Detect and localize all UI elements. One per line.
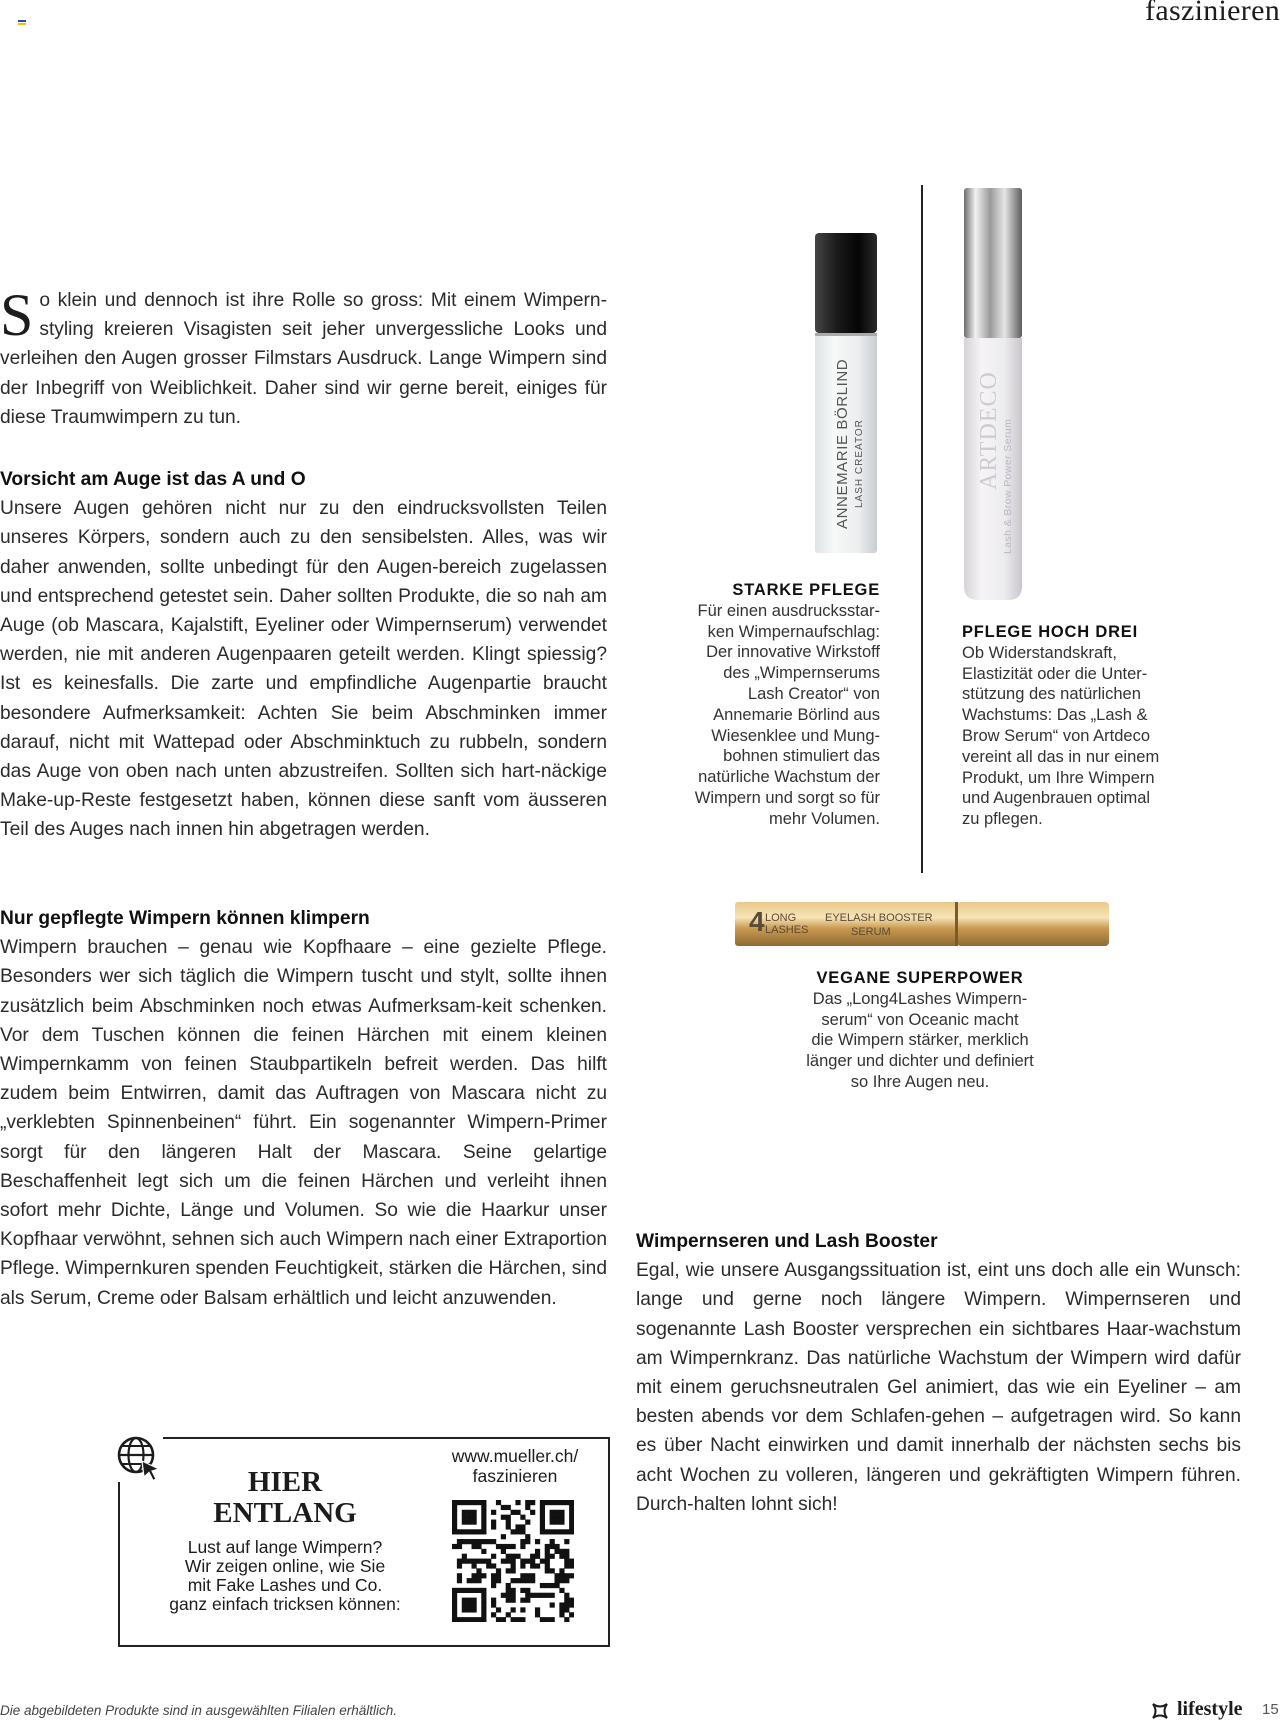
lash-creator-label-brand: ANNEMARIE BÖRLIND	[834, 358, 851, 529]
caption-title-long4lashes: VEGANE SUPERPOWER	[816, 969, 1024, 987]
tip-text-line: Lust auf lange Wimpern?	[187, 1537, 383, 1557]
section-lash-serums	[636, 1227, 1241, 1519]
caption-line: natürliche Wachstum der	[698, 768, 880, 787]
caption-line: serum“ von Oceanic macht	[821, 1010, 1019, 1029]
artdeco-label-name: Lash & Brow Power Serum	[1002, 418, 1014, 554]
caption-line: die Wimpern stärker, merklich	[811, 1031, 1029, 1050]
caption-line: Elastizität oder die Unter-	[962, 664, 1148, 683]
long4lashes-label-long: LONG	[765, 912, 797, 924]
globe-cursor-icon	[115, 1434, 163, 1482]
tip-text-line: ganz einfach tricksen können:	[169, 1594, 401, 1614]
caption-line: länger und dichter und definiert	[806, 1052, 1034, 1071]
caption-line: Annemarie Börlind aus	[713, 705, 880, 724]
section-text-lash-serums: Egal, wie unsere Ausgangssituation ist, eint uns doch alle ein Wunsch: lange und gerne noch längere Wimpern. Wimpernseren und sogenannte Lash Booster versprechen ein sichtbares Haar-wachstum am Wimpernkranz. Das natürliche Wachstum der Wimpern wird dafür mit einem geruchsneutralen Gel animiert, das wie ein Eyeliner – am besten abends vor dem Schlafen-gehen – aufgetragen wird. So kann es über Nacht einwirken und damit innerhalb der nächsten sechs bis acht Wochen zu volleren, längeren und gekräftigten Wimpern führen. Durch-halten lohnt sich!	[636, 1260, 1241, 1515]
page-title: faszinieren	[1145, 0, 1280, 27]
tip-heading-line2: ENTLANG	[213, 1497, 357, 1529]
intro-paragraph	[0, 282, 607, 432]
long4lashes-label-num: 4	[749, 906, 765, 937]
caption-line: vereint all das in nur einem	[962, 747, 1160, 766]
caption-line: Ob Widerstandskraft,	[962, 643, 1117, 662]
section-text-eye-care: Unsere Augen gehören nicht nur zu den eindrucksvollsten Teilen unseres Körpers, sondern auch zu den sensibelsten. Alles, was wir daher anwenden, sollte unbedingt für den Augen-bereich zugelassen und entsprechend getestet sein. Daher sollten Produkte, die so nah am Auge (ob Mascara, Kajalstift, Eyeliner oder Wimpernserum) verwendet werden, nie mit anderen Augenpaaren geteilt werden. Klingt spiessig? Ist es keinesfalls. Die zarte und empfindliche Augenpartie braucht besondere Aufmerksamkeit: Achten Sie beim Abschminken immer darauf, nicht mit Wattepad oder Abschminktuch zu rubbeln, sondern das Auge von oben nach unten abzustreifen. Sollten sich hart-näckige Make-up-Reste festgesetzt haben, können diese sanft vom äusseren Teil des Auges nach innen hin abgetragen werden.	[0, 498, 607, 841]
section-eye-care	[0, 465, 607, 845]
logo-bar-bottom	[18, 23, 26, 25]
lifestyle-icon	[1150, 1701, 1170, 1721]
caption-line: stützung des natürlichen	[962, 685, 1141, 704]
section-heading-lash-serums: Wimpernseren und Lash Booster	[636, 1231, 938, 1252]
lash-creator-label-name: LASH CREATOR	[854, 419, 865, 508]
caption-line: bohnen stimuliert das	[723, 747, 880, 766]
caption-line: Produkt, um Ihre Wimpern	[962, 768, 1155, 787]
qr-code[interactable]	[452, 1500, 574, 1622]
artdeco-label-brand: ARTDECO	[976, 371, 1002, 490]
caption-line: Wiesenklee und Mung-	[711, 726, 880, 745]
tip-url-line2[interactable]: faszinieren	[472, 1466, 558, 1486]
caption-line: Lash Creator“ von	[747, 684, 880, 703]
caption-title-lash-creator: STARKE PFLEGE	[732, 581, 880, 599]
caption-line: so Ihre Augen neu.	[850, 1072, 990, 1091]
caption-title-artdeco: PFLEGE HOCH DREI	[962, 623, 1138, 641]
section-lash-care	[0, 904, 607, 1313]
caption-line: Für einen ausdrucksstar-	[697, 601, 880, 620]
caption-line: Wachstums: Das „Lash &	[962, 706, 1148, 725]
section-heading-eye-care: Vorsicht am Auge ist das A und O	[0, 469, 306, 490]
product-image-long4lashes	[735, 900, 1109, 948]
tip-heading-line1: HIER	[247, 1466, 323, 1498]
qr-code-graphic[interactable]	[452, 1500, 574, 1622]
page-number: 15	[1262, 1701, 1279, 1718]
tip-url[interactable]	[436, 1446, 594, 1486]
column-divider	[921, 185, 923, 873]
tip-text-line: Wir zeigen online, wie Sie	[184, 1556, 386, 1576]
caption-long4lashes	[760, 968, 1080, 1093]
caption-lash-creator	[650, 580, 880, 830]
product-image-artdeco-serum	[962, 188, 1024, 602]
tip-heading	[190, 1467, 380, 1529]
caption-line: Brow Serum“ von Artdeco	[962, 726, 1150, 745]
caption-artdeco-serum	[962, 622, 1202, 830]
long4lashes-label-lashes: LASHES	[765, 924, 809, 936]
logo-bar-top	[18, 20, 26, 22]
caption-line: zu pflegen.	[962, 810, 1043, 829]
caption-line: Der innovative Wirkstoff	[706, 643, 880, 662]
brand-logo-mark	[18, 20, 26, 26]
tip-url-line1[interactable]: www.mueller.ch/	[451, 1446, 579, 1466]
section-text-lash-care: Wimpern brauchen – genau wie Kopfhaare – eine gezielte Pflege. Besonders wer sich täglich die Wimpern tuscht und stylt, sollte ihnen zusätzlich beim Abschminken noch etwas Aufmerksam-keit schenken. Vor dem Tuschen können die feinen Härchen mit einem kleinen Wimpernkamm von feinen Staubpartikeln befreit werden. Das hilft zudem beim Entwirren, damit das Auftragen von Mascara nicht zu „verklebten Spinnenbeinen“ führt. Ein sogenannter Wimpern-Primer sorgt für den längeren Halt der Mascara. Seine gelartige Beschaffenheit legt sich um die feinen Härchen und verleiht ihnen sofort mehr Dichte, Länge und Volumen. So wie die Haarkur unser Kopfhaar verwöhnt, sehnen sich auch Wimpern nach einer Extraportion Pflege. Wimpernkuren spenden Feuchtigkeit, stärken die Härchen, sind als Serum, Creme oder Balsam erhältlich und leicht anzuwenden.	[0, 937, 607, 1309]
product-image-lash-creator	[812, 233, 880, 555]
drop-cap: S	[0, 282, 34, 348]
caption-line: mehr Volumen.	[769, 809, 880, 828]
section-heading-lash-care: Nur gepflegte Wimpern können klimpern	[0, 908, 370, 929]
footer-brand-word: lifestyle	[1177, 1698, 1243, 1720]
caption-line: Wimpern und sorgt so für	[694, 788, 880, 807]
caption-line: und Augenbrauen optimal	[962, 789, 1151, 808]
footer-note: Die abgebildeten Produkte sind in ausgewählten Filialen erhältlich.	[0, 1703, 397, 1718]
intro-text: o klein und dennoch ist ihre Rolle so gross: Mit einem Wimpern-styling kreieren Visagisten seit jeher unvergessliche Looks und verleihen den Augen grosser Filmstars Ausdruck. Lange Wimpern sind der Inbegriff von Weiblichkeit. Daher sind wir gerne bereit, einiges für diese Traumwimpern zu tun.	[0, 290, 607, 428]
tip-text	[140, 1538, 430, 1614]
long4lashes-label-booster: EYELASH BOOSTER	[825, 912, 933, 924]
caption-line: des „Wimpernserums	[723, 664, 880, 683]
caption-line: Das „Long4Lashes Wimpern-	[812, 989, 1028, 1008]
footer-brand	[1150, 1698, 1280, 1721]
caption-line: ken Wimpernaufschlag:	[707, 622, 880, 641]
long4lashes-label-serum: SERUM	[851, 926, 891, 938]
tip-text-line: mit Fake Lashes und Co.	[187, 1575, 383, 1595]
